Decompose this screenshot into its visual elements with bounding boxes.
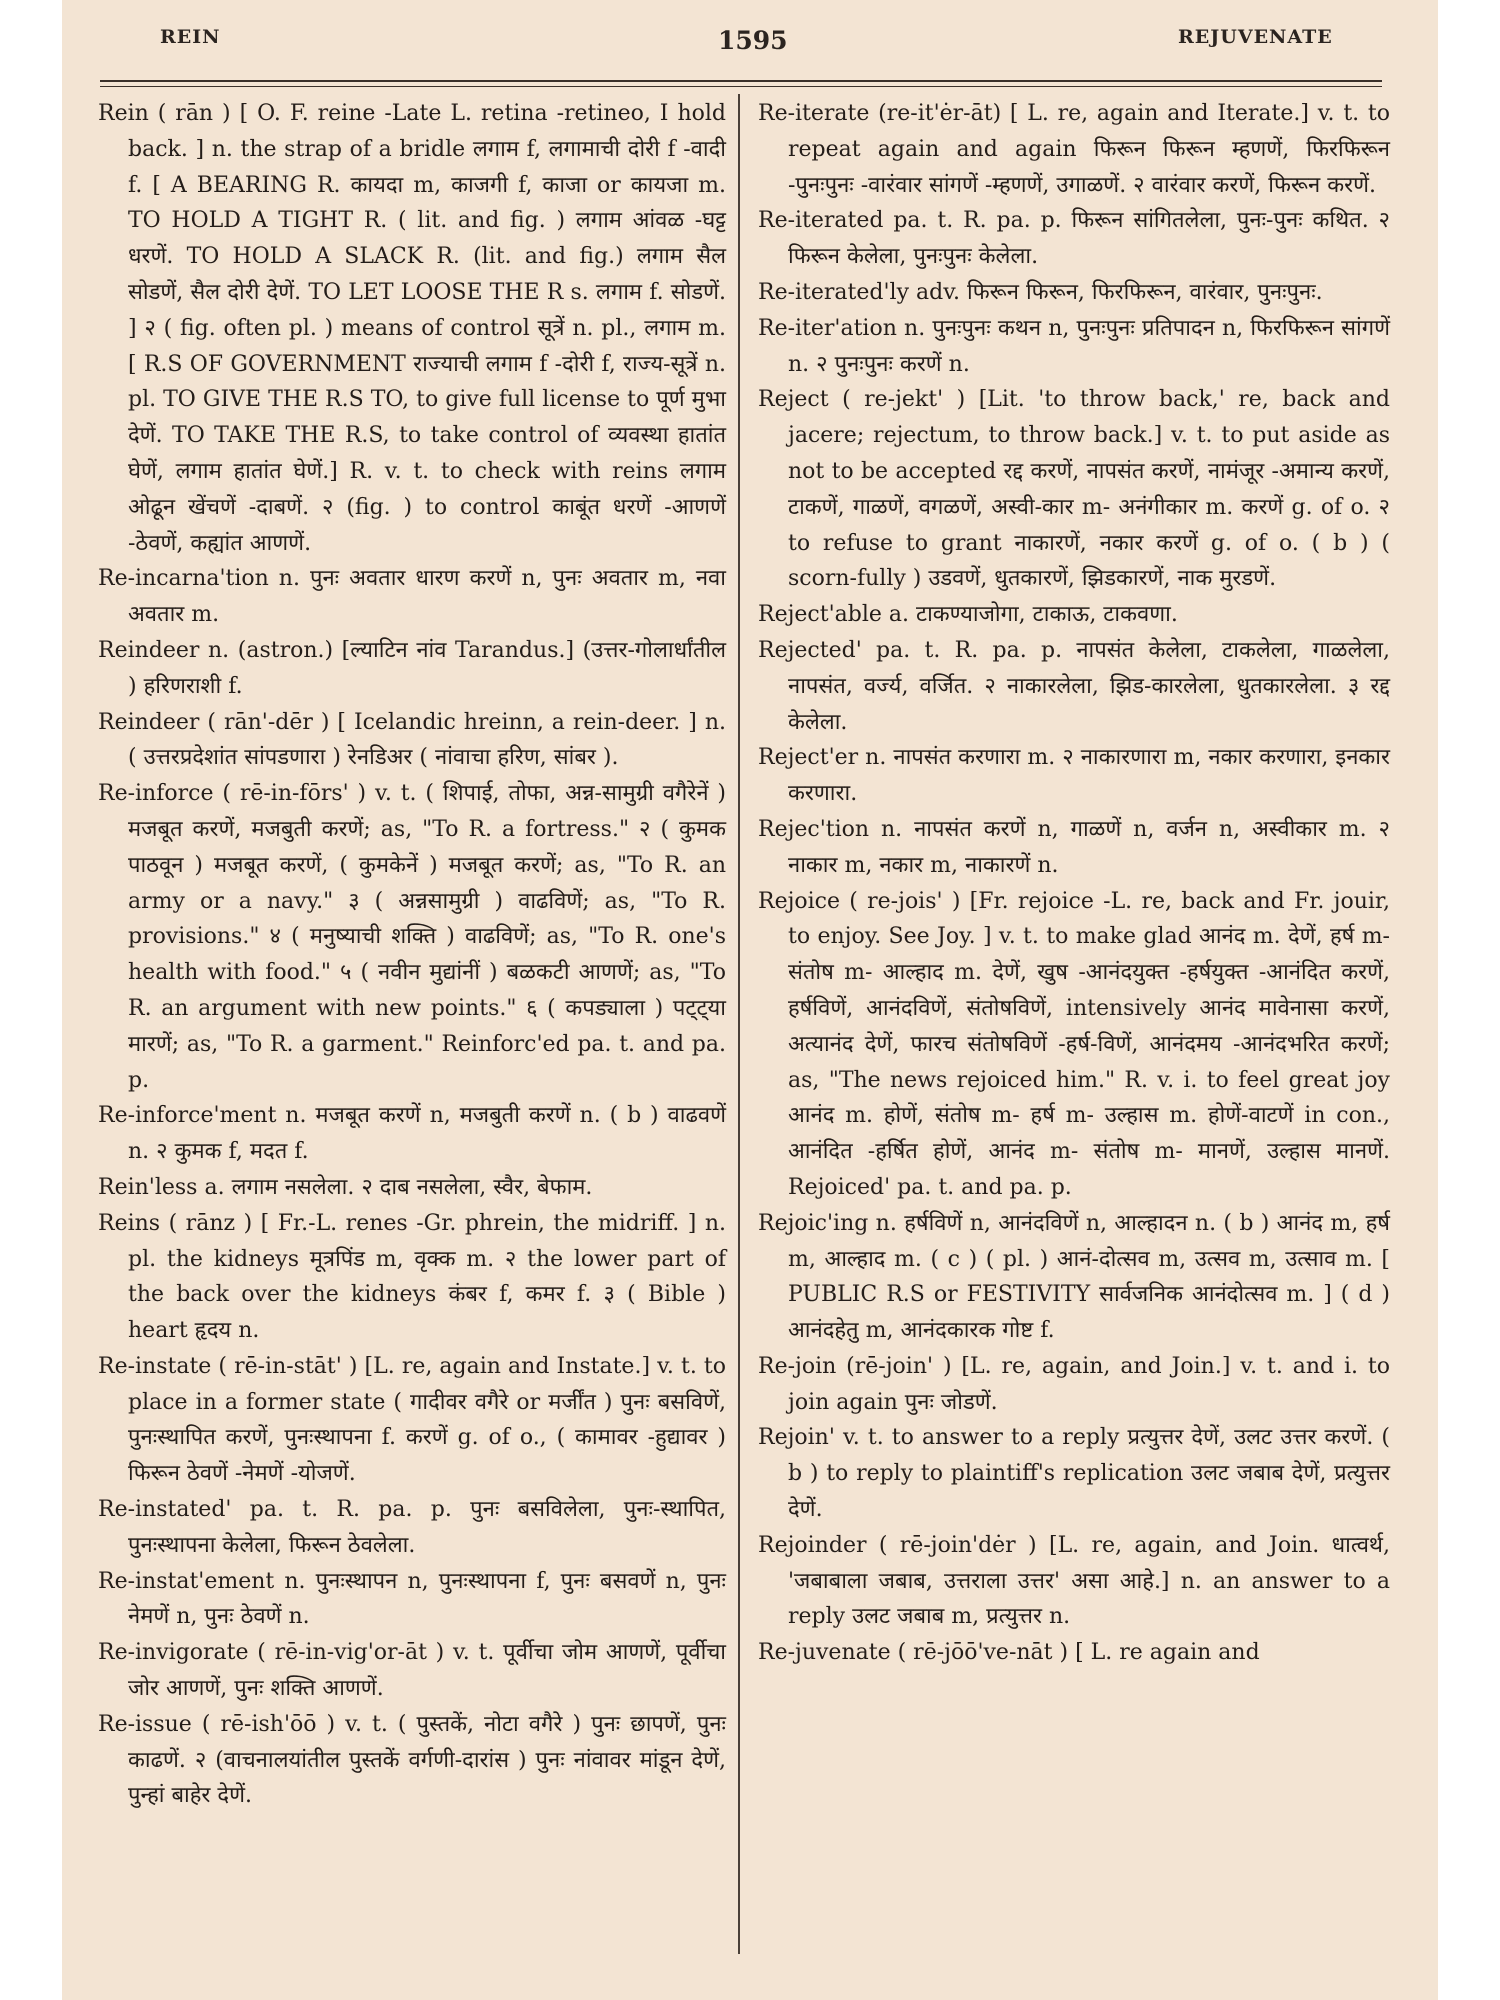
entry: Re-issue ( rē-ish'ōō ) v. t. ( पुस्तकें, नोटा वगैरे ) पुनः छापणें, पुनः काढणें. २ (वाचनालयांतील पुस्तकें वर्गणी-दारांस ) पुनः नांवावर मांडून देणें, पुन्हां बाहेर देणें. bbox=[98, 1711, 726, 1809]
entry: Re-invigorate ( rē-in-vig'or-āt ) v. t. पूर्वीचा जोम आणणें, पूर्वीचा जोर आणणें, पुनः शक्ति आणणें. bbox=[98, 1640, 726, 1702]
entry: Re-incarna'tion n. पुनः अवतार धारण करणें n, पुनः अवतार m, नवा अवतार m. bbox=[98, 566, 726, 628]
entry: Re-inforce ( rē-in-fōrs' ) v. t. ( शिपाई, तोफा, अन्न-सामुग्री वगैरेनें ) मजबूत करणें, मजबुती करणें; as, "To R. a fortress." २ ( कुमक पाठवून ) मजबूत करणें, ( कुमकेनें ) मजबूत करणें; as, "To R. an army or a navy." ३ ( अन्नसामुग्री ) वाढविणें; as, "To R. provisions." ४ ( मनुष्याची शक्ति ) वाढविणें; as, "To R. one's health with food." ५ ( नवीन मुद्यांनीं ) बळकटी आणणें; as, "To R. an argument with new points." ६ ( कपड्याला ) पट्ट्या मारणें; as, "To R. a garment." Reinforc'ed pa. t. and pa. p. bbox=[98, 781, 726, 1093]
entry: Re-juvenate ( rē-jōō've-nāt ) [ L. re again and bbox=[758, 1640, 1260, 1666]
right-column bbox=[758, 96, 1390, 1671]
left-column bbox=[98, 96, 726, 1814]
entry: Reindeer n. (astron.) [ल्याटिन नांव Tarandus.] (उत्तर-गोलार्धांतील ) हरिणराशी f. bbox=[98, 637, 726, 699]
entry: Rejoice ( re-jois' ) [Fr. rejoice -L. re, back and Fr. jouir, to enjoy. See Joy. ] v. t. to make glad आनंद m. देणें, हर्ष m- संतोष m- आल्हाद m. देणें, खुष -आनंदयुक्त -हर्षयुक्त -आनंदित करणें, हर्षविणें, आनंदविणें, संतोषविणें, intensively आनंद मावेनासा करणें, अत्यानंद देणें, फारच संतोषविणें -हर्ष-विणें, आनंदमय -आनंदभरित करणें; as, "The news rejoiced him." R. v. i. to feel great joy आनंद m. होणें, संतोष m- हर्ष m- उल्हास m. होणें-वाटणें in con., आनंदित -हर्षित होणें, आनंद m- संतोष m- मानणें, उल्हास मानणें. Rejoiced' pa. t. and pa. p. bbox=[758, 888, 1390, 1200]
entry: Reindeer ( rān'-dēr ) [ Icelandic hreinn, a rein-deer. ] n. ( उत्तरप्रदेशांत सांपडणारा ) रेनडिअर ( नांवाचा हरिण, सांबर ). bbox=[98, 709, 726, 771]
column-divider bbox=[738, 94, 740, 1954]
running-head-right: REJUVENATE bbox=[1178, 26, 1333, 48]
entry: Reject ( re-jekt' ) [Lit. 'to throw back,' re, back and jacere; rejectum, to throw back.] v. t. to put aside as not to be accepted रद्द करणें, नापसंत करणें, नामंजूर -अमान्य करणें, टाकणें, गाळणें, वगळणें, अस्वी-कार m- अनंगीकार m. करणें g. of o. २ to refuse to grant नाकारणें, नकार करणें g. of o. ( b ) ( scorn-fully ) उडवणें, धुतकारणें, झिडकारणें, नाक मुरडणें. bbox=[758, 387, 1390, 592]
entry: Re-iterate (re-it'ėr-āt) [ L. re, again and Iterate.] v. t. to repeat again and again फिरून फिरून म्हणणें, फिरफिरून -पुनःपुनः -वारंवार सांगणें -म्हणणें, उगाळणें. २ वारंवार करणें, फिरून करणें. bbox=[758, 101, 1390, 198]
entry: Rejoinder ( rē-join'dėr ) [L. re, again, and Join. धात्वर्थ, 'जबाबाला जबाब, उत्तराला उत्तर' असा आहे.] n. an answer to a reply उलट जबाब m, प्रत्युत्तर n. bbox=[758, 1532, 1390, 1630]
entry: Rejected' pa. t. R. pa. p. नापसंत केलेला, टाकलेला, गाळलेला, नापसंत, वर्ज्य, वर्जित. २ नाकारलेला, झिड-कारलेला, धुतकारलेला. ३ रद्द केलेला. bbox=[758, 637, 1390, 735]
entry: Re-iter'ation n. पुनःपुनः कथन n, पुनःपुनः प्रतिपादन n, फिरफिरून सांगणें n. २ पुनःपुनः करणें n. bbox=[758, 315, 1390, 377]
header-rule-thin bbox=[100, 86, 1382, 87]
entry: Reject'able a. टाकण्याजोगा, टाकाऊ, टाकवणा. bbox=[758, 602, 1178, 628]
entry: Rein ( rān ) [ O. F. reine -Late L. retina -retineo, I hold back. ] n. the strap of a bridle लगाम f, लगामाची दोरी f -वादी f. [ A BEARING R. कायदा m, काजगी f, काजा or कायजा m. TO HOLD A TIGHT R. ( lit. and fig. ) लगाम आंवळ -घट्ट धरणें. TO HOLD A SLACK R. (lit. and fig.) लगाम सैल सोडणें, सैल दोरी देणें. TO LET LOOSE THE R s. लगाम f. सोडणें. ] २ ( fig. often pl. ) means of control सूत्रें n. pl., लगाम m. [ R.S OF GOVERNMENT राज्याची लगाम f -दोरी f, राज्य-सूत्रें n. pl. TO GIVE THE R.S TO, to give full license to पूर्ण मुभा देणें. TO TAKE THE R.S, to take control of व्यवस्था हातांत घेणें, लगाम हातांत घेणें.] R. v. t. to check with reins लगाम ओढून खेंचणें -दाबणें. २ (fig. ) to control काबूंत धरणें -आणणें -ठेवणें, कह्यांत आणणें. bbox=[98, 101, 726, 556]
entry: Re-join (rē-join' ) [L. re, again, and Join.] v. t. and i. to join again पुनः जोडणें. bbox=[758, 1353, 1390, 1415]
header-rule bbox=[100, 80, 1382, 82]
entry: Rejec'tion n. नापसंत करणें n, गाळणें n, वर्जन n, अस्वीकार m. २ नाकार m, नकार m, नाकारणें n. bbox=[758, 816, 1390, 878]
entry: Re-iterated'ly adv. फिरून फिरून, फिरफिरून, वारंवार, पुनःपुनः. bbox=[758, 279, 1323, 305]
entry: Re-instated' pa. t. R. pa. p. पुनः बसविलेला, पुनः-स्थापित, पुनःस्थापना केलेला, फिरून ठेवलेला. bbox=[98, 1497, 726, 1558]
entry: Rejoin' v. t. to answer to a reply प्रत्युत्तर देणें, उलट उत्तर करणें. ( b ) to reply to plaintiff's replication उलट जबाब देणें, प्रत्युत्तर देणें. bbox=[758, 1425, 1390, 1523]
page-number: 1595 bbox=[718, 26, 788, 55]
running-head-left: REIN bbox=[160, 26, 221, 48]
entry: Reins ( rānz ) [ Fr.-L. renes -Gr. phrein, the midriff. ] n. pl. the kidneys मूत्रपिंड m, वृक्क m. २ the lower part of the back over the kidneys कंबर f, कमर f. ३ ( Bible ) heart हृदय n. bbox=[98, 1210, 726, 1344]
entry: Re-inforce'ment n. मजबूत करणें n, मजबुती करणें n. ( b ) वाढवणें n. २ कुमक f, मदत f. bbox=[98, 1103, 726, 1165]
entry: Re-iterated pa. t. R. pa. p. फिरून सांगितलेला, पुनः-पुनः कथित. २ फिरून केलेला, पुनःपुनः केलेला. bbox=[758, 208, 1390, 270]
entry: Re-instat'ement n. पुनःस्थापन n, पुनःस्थापना f, पुनः बसवणें n, पुनः नेमणें n, पुनः ठेवणें n. bbox=[98, 1568, 726, 1630]
entry: Rejoic'ing n. हर्षविणें n, आनंदविणें n, आल्हादन n. ( b ) आनंद m, हर्ष m, आल्हाद m. ( c ) ( pl. ) आनं-दोत्सव m, उत्सव m, उत्साव m. [ PUBLIC R.S or FESTIVITY सार्वजनिक आनंदोत्सव m. ] ( d ) आनंदहेतु m, आनंदकारक गोष्ट f. bbox=[758, 1210, 1390, 1344]
entry: Reject'er n. नापसंत करणारा m. २ नाकारणारा m, नकार करणारा, इनकार करणारा. bbox=[758, 745, 1390, 807]
entry: Rein'less a. लगाम नसलेला. २ दाब नसलेला, स्वैर, बेफाम. bbox=[98, 1174, 593, 1200]
entry: Re-instate ( rē-in-stāt' ) [L. re, again and Instate.] v. t. to place in a former state ( गादीवर वगैरे or मर्जींत ) पुनः बसविणें, पुनःस्थापित करणें, पुनःस्थापना f. करणें g. of o., ( कामावर -हुद्यावर ) फिरून ठेवणें -नेमणें -योजणें. bbox=[98, 1353, 726, 1487]
